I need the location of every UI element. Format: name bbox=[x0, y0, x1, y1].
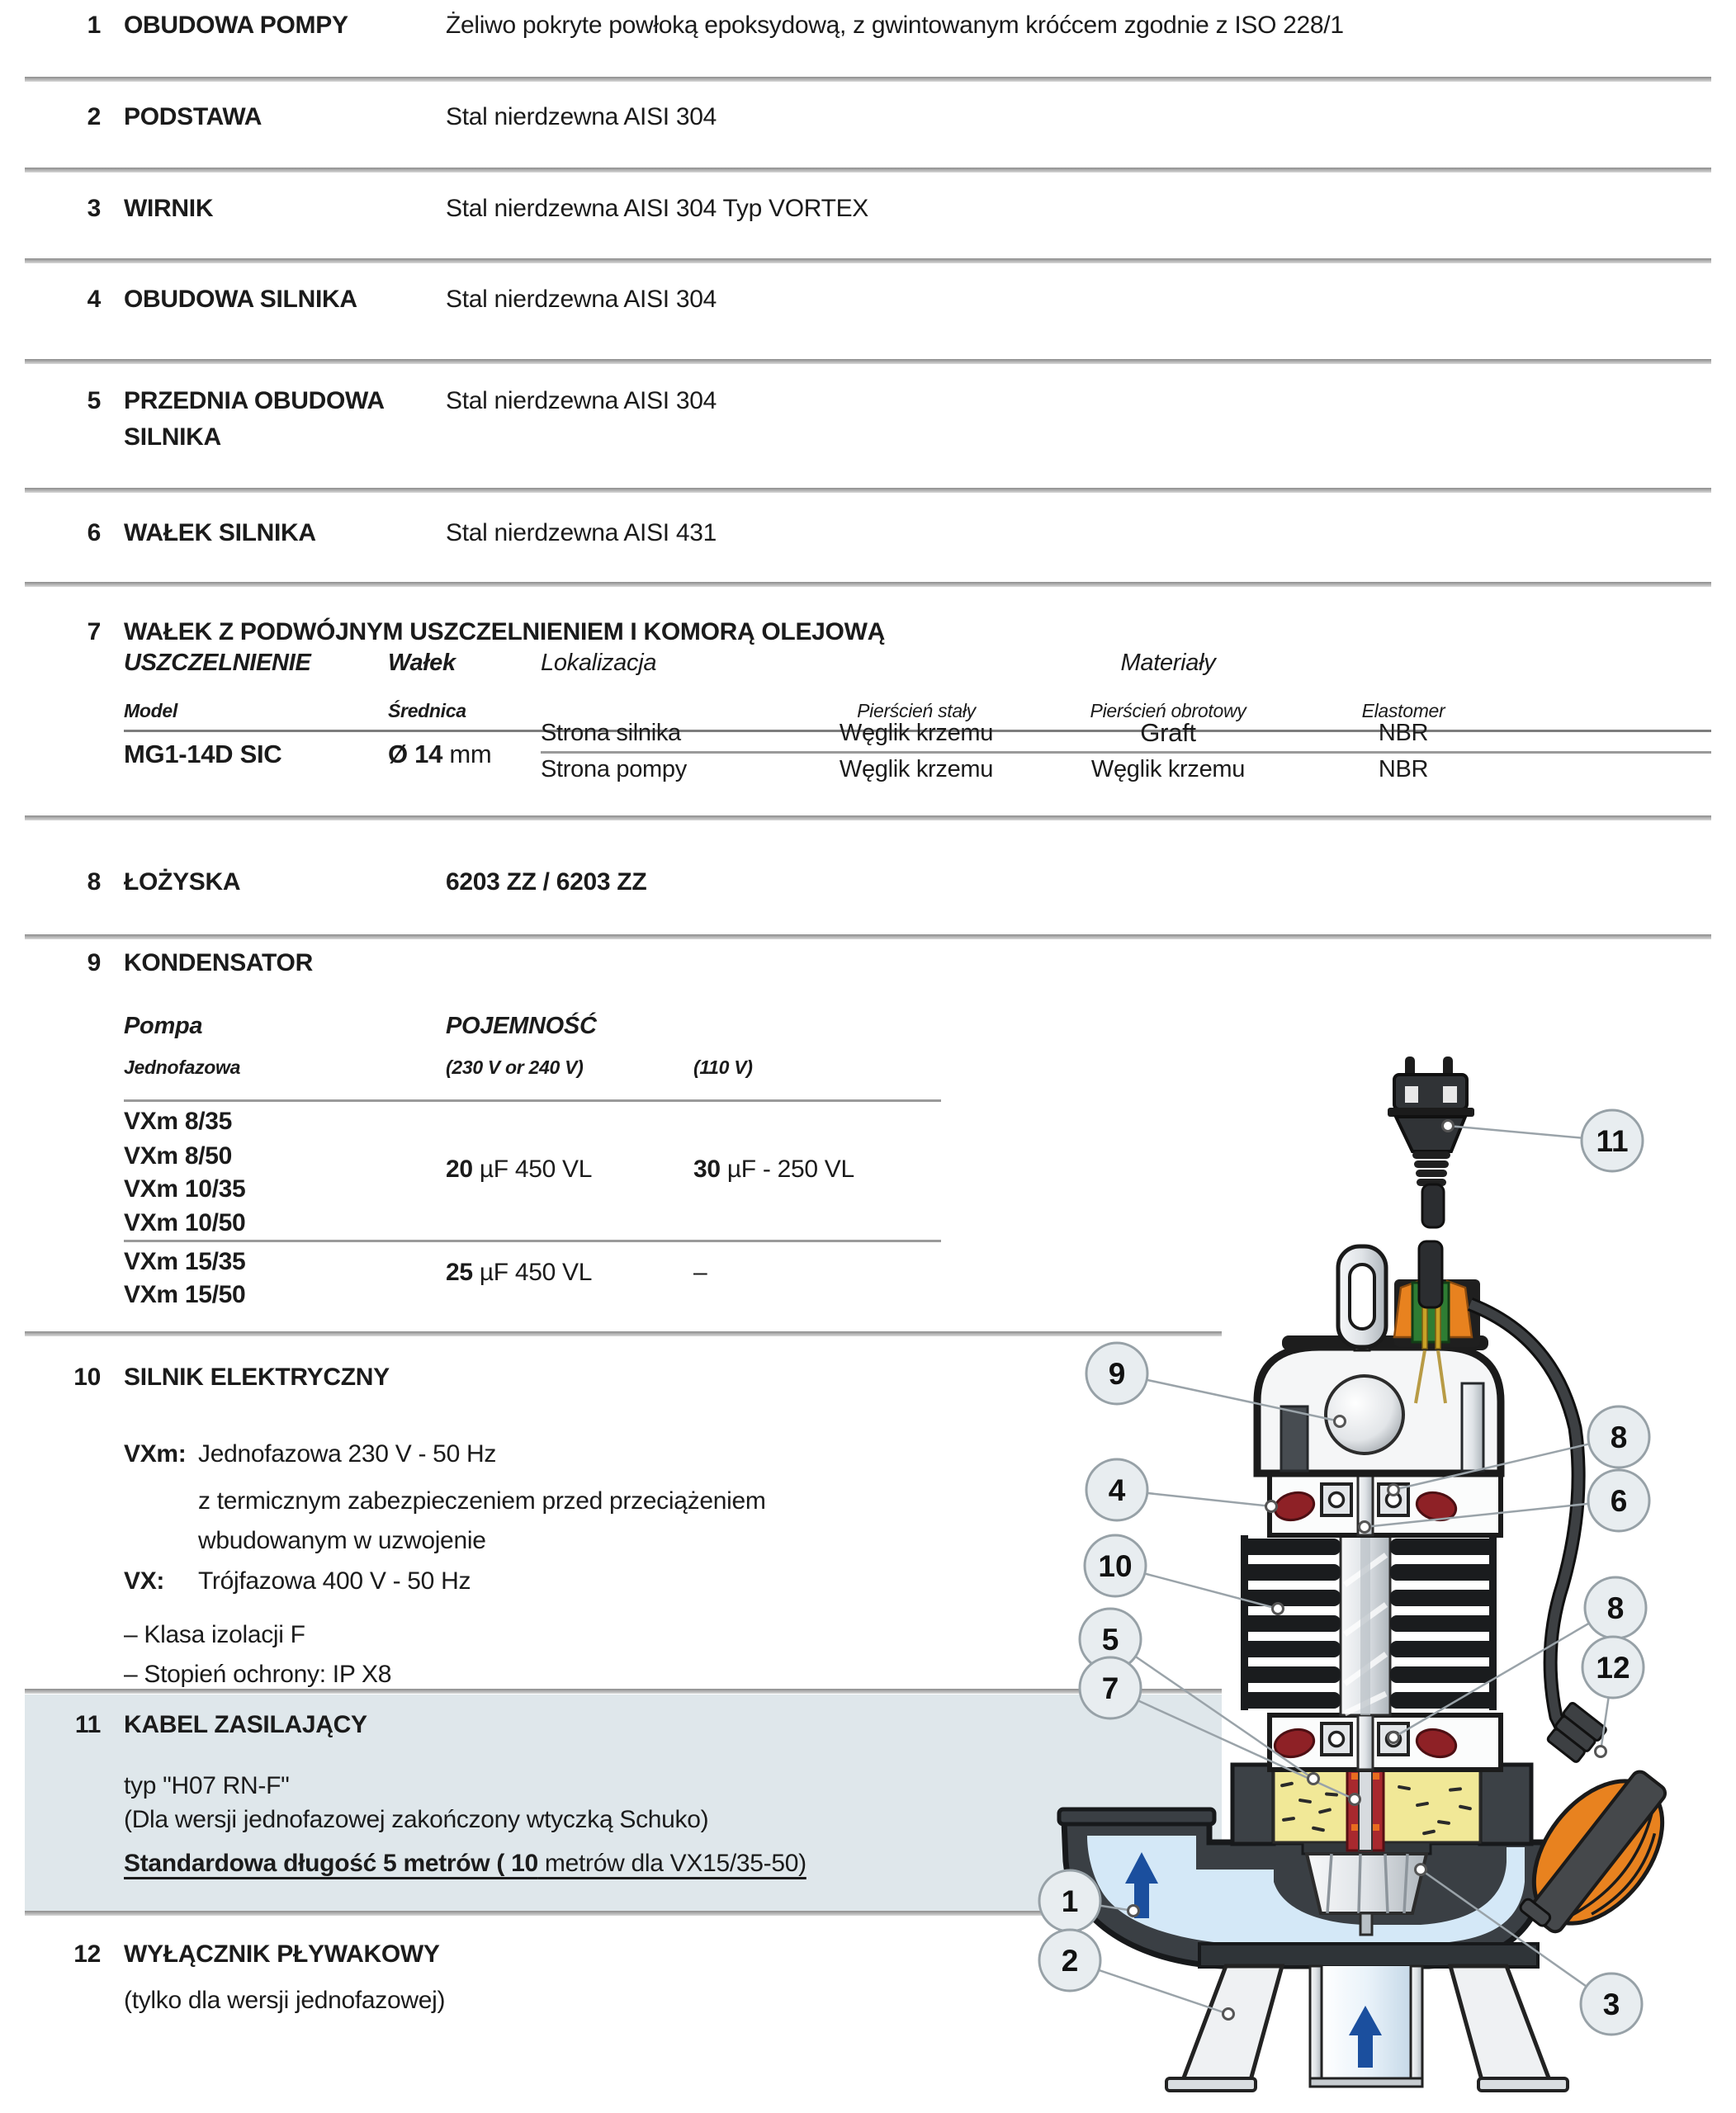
row-number: 2 bbox=[87, 103, 101, 130]
seal-location: Strona pompy bbox=[541, 756, 687, 782]
callout-12 bbox=[1582, 1637, 1644, 1698]
pump-model: VXm 8/35 bbox=[124, 1108, 233, 1135]
callout-8-lower bbox=[1585, 1577, 1646, 1638]
capacity-110-value bbox=[693, 1259, 707, 1287]
callout-1 bbox=[1039, 1870, 1100, 1931]
location-col-header: Lokalizacja bbox=[541, 650, 657, 676]
svg-text:10: 10 bbox=[1098, 1549, 1133, 1583]
capacity-col-header: POJEMNOŚĆ bbox=[446, 1013, 597, 1039]
voltage-110-subheader: (110 V) bbox=[693, 1056, 753, 1078]
volute-bottom-plate bbox=[1199, 1944, 1538, 1967]
shaft bbox=[1358, 1715, 1373, 1770]
capacity-230-value bbox=[446, 1259, 592, 1287]
svg-text:9: 9 bbox=[1108, 1357, 1126, 1391]
stator-pack bbox=[1281, 1406, 1308, 1471]
svg-text:4: 4 bbox=[1108, 1473, 1126, 1507]
seal-location: Strona silnika bbox=[541, 720, 681, 746]
callout-4 bbox=[1086, 1459, 1147, 1520]
row-number: 10 bbox=[73, 1364, 101, 1391]
table-rule bbox=[541, 751, 1711, 754]
divider bbox=[25, 359, 1711, 364]
seal-col-header: USZCZELNIENIE bbox=[124, 650, 311, 676]
cable-type: typ "H07 RN-F" bbox=[124, 1772, 290, 1799]
divider bbox=[25, 168, 1711, 173]
discharge-rim bbox=[1059, 1809, 1214, 1824]
svg-text:8: 8 bbox=[1610, 1420, 1628, 1454]
motor-insulation-class: – Klasa izolacji F bbox=[124, 1621, 305, 1648]
seal-section-title: WAŁEK Z PODWÓJNYM USZCZELNIENIEM I KOMORĄ OLEJOWĄ bbox=[124, 618, 885, 645]
plug-neck bbox=[1396, 1117, 1465, 1151]
row-number: 4 bbox=[87, 286, 101, 313]
part-name: WIRNIK bbox=[124, 195, 214, 222]
left-foot bbox=[1166, 2078, 1256, 2091]
part-name-line2: SILNIKA bbox=[124, 423, 221, 451]
single-phase-subheader: Jednofazowa bbox=[124, 1056, 241, 1078]
motor-vx-label: VX: bbox=[124, 1567, 165, 1595]
row-number: 7 bbox=[87, 618, 101, 645]
part-name: SILNIK ELEKTRYCZNY bbox=[124, 1364, 390, 1391]
part-material: Stal nierdzewna AISI 304 bbox=[446, 387, 717, 414]
part-name: KONDENSATOR bbox=[124, 949, 313, 976]
left-leg bbox=[1183, 1966, 1282, 2080]
divider bbox=[25, 582, 1711, 587]
callout-7 bbox=[1080, 1657, 1141, 1718]
seal-rotating: Węglik krzemu bbox=[1090, 756, 1246, 782]
motor-vx-spec: Trójfazowa 400 V - 50 Hz bbox=[198, 1567, 471, 1595]
bearing-ball bbox=[1330, 1493, 1344, 1507]
motor-vxm-spec3: wbudowanym w uzwojenie bbox=[198, 1527, 486, 1554]
part-name: WAŁEK SILNIKA bbox=[124, 519, 316, 546]
part-material: Stal nierdzewna AISI 304 bbox=[446, 103, 717, 130]
svg-text:5: 5 bbox=[1101, 1623, 1119, 1657]
cable-length-bold: Standardowa długość 5 metrów ( 10 bbox=[124, 1850, 538, 1877]
capacity-number: 20 bbox=[446, 1156, 473, 1183]
capacity-dash: – bbox=[693, 1259, 707, 1286]
callout-2 bbox=[1039, 1930, 1100, 1991]
elastomer-subheader: Elastomer bbox=[1361, 700, 1445, 721]
part-name: OBUDOWA SILNIKA bbox=[124, 286, 357, 313]
shaft-col-header: Wałek bbox=[388, 650, 456, 676]
part-name-line1: PRZEDNIA OBUDOWA bbox=[124, 387, 385, 414]
model-subheader: Model bbox=[124, 700, 177, 721]
svg-text:11: 11 bbox=[1596, 1124, 1629, 1158]
part-name: OBUDOWA POMPY bbox=[124, 12, 348, 39]
cable-plug-note: (Dla wersji jednofazowej zakończony wtyczką Schuko) bbox=[124, 1806, 709, 1833]
right-foot bbox=[1478, 2078, 1568, 2091]
seal-stationary: Węglik krzemu bbox=[839, 756, 994, 782]
capacity-number: 30 bbox=[693, 1156, 721, 1183]
seal-stationary: Węglik krzemu bbox=[839, 720, 994, 746]
part-name: PODSTAWA bbox=[124, 103, 263, 130]
seal-elastomer: NBR bbox=[1378, 756, 1429, 782]
right-leg bbox=[1450, 1966, 1549, 2080]
stationary-ring-subheader: Pierścień stały bbox=[857, 700, 976, 721]
callout-6 bbox=[1588, 1470, 1649, 1531]
row-number: 6 bbox=[87, 519, 101, 546]
capacity-unit: µF 450 VL bbox=[472, 1259, 593, 1286]
part-material: Stal nierdzewna AISI 304 Typ VORTEX bbox=[446, 195, 869, 222]
pump-col-header: Pompa bbox=[124, 1013, 203, 1039]
carry-handle bbox=[1338, 1246, 1386, 1350]
row-number: 1 bbox=[87, 12, 101, 39]
part-name: WYŁĄCZNIK PŁYWAKOWY bbox=[124, 1940, 440, 1968]
callout-9 bbox=[1086, 1343, 1147, 1404]
cable-length-note bbox=[124, 1850, 807, 1878]
svg-text:1: 1 bbox=[1061, 1884, 1079, 1918]
svg-text:7: 7 bbox=[1101, 1671, 1119, 1705]
pump-model: VXm 10/35 bbox=[124, 1175, 246, 1203]
pump-model: VXm 15/35 bbox=[124, 1248, 246, 1275]
part-material: Stal nierdzewna AISI 431 bbox=[446, 519, 717, 546]
divider bbox=[25, 934, 1711, 939]
divider bbox=[25, 815, 1711, 820]
motor-protection-degree: – Stopień ochrony: IP X8 bbox=[124, 1661, 392, 1688]
row-number: 3 bbox=[87, 195, 101, 222]
divider bbox=[25, 488, 1711, 493]
terminal-pin bbox=[1422, 1304, 1427, 1349]
capacity-unit: µF 450 VL bbox=[472, 1156, 593, 1183]
row-number: 12 bbox=[73, 1940, 101, 1968]
part-name: ŁOŻYSKA bbox=[124, 868, 241, 896]
capacitor-ball bbox=[1326, 1376, 1403, 1454]
motor-vxm-spec2: z termicznym zabezpieczeniem przed przeciążeniem bbox=[198, 1487, 766, 1515]
svg-text:3: 3 bbox=[1602, 1988, 1620, 2021]
diameter-bold: Ø 14 bbox=[388, 740, 443, 768]
motor-stator-fins bbox=[1241, 1535, 1497, 1715]
pump-model: VXm 10/50 bbox=[124, 1209, 246, 1236]
power-plug bbox=[1388, 1056, 1474, 1307]
cable-upper bbox=[1422, 1184, 1444, 1227]
pump-model: VXm 8/50 bbox=[124, 1142, 233, 1170]
base-legs bbox=[1166, 1966, 1568, 2091]
inlet-arrow-shaft bbox=[1358, 2035, 1373, 2068]
diameter-unit: mm bbox=[442, 740, 492, 768]
capacity-number: 25 bbox=[446, 1259, 473, 1286]
terminal-column bbox=[1462, 1383, 1483, 1471]
table-rule bbox=[124, 1099, 941, 1102]
callout-11 bbox=[1582, 1110, 1643, 1171]
part-material: Żeliwo pokryte powłoką epoksydową, z gwintowanym króćcem zgodnie z ISO 228/1 bbox=[446, 12, 1344, 39]
rotating-ring-subheader: Pierścień obrotowy bbox=[1090, 700, 1246, 721]
bearing-ball bbox=[1330, 1732, 1344, 1747]
motor-housing bbox=[1257, 1335, 1501, 1473]
seal-model-value: MG1-14D SIC bbox=[124, 740, 282, 768]
seal-elastomer: NBR bbox=[1378, 720, 1429, 746]
inlet-wall bbox=[1411, 1966, 1422, 2083]
callout-3 bbox=[1581, 1974, 1642, 2035]
svg-text:12: 12 bbox=[1596, 1651, 1630, 1685]
svg-text:8: 8 bbox=[1606, 1591, 1625, 1625]
voltage-230-subheader: (230 V or 240 V) bbox=[446, 1056, 584, 1078]
row-number: 11 bbox=[74, 1711, 101, 1738]
motor-vxm-spec: Jednofazowa 230 V - 50 Hz bbox=[198, 1440, 497, 1468]
seal-diameter-value bbox=[388, 740, 491, 769]
callout-10 bbox=[1085, 1535, 1146, 1596]
pump-model: VXm 15/50 bbox=[124, 1281, 246, 1308]
bearings-value: 6203 ZZ / 6203 ZZ bbox=[446, 868, 647, 896]
part-name: KABEL ZASILAJĄCY bbox=[124, 1711, 367, 1738]
terminal-pin bbox=[1436, 1304, 1440, 1349]
capacity-110-value bbox=[693, 1156, 854, 1184]
table-rule bbox=[124, 1240, 941, 1242]
callout-8-upper bbox=[1588, 1406, 1649, 1468]
materials-col-header: Materiały bbox=[1120, 650, 1216, 676]
svg-text:6: 6 bbox=[1610, 1484, 1628, 1518]
svg-text:2: 2 bbox=[1061, 1944, 1079, 1978]
float-note: (tylko dla wersji jednofazowej) bbox=[124, 1987, 446, 2014]
row-number: 8 bbox=[87, 868, 101, 896]
divider bbox=[25, 258, 1711, 263]
row-number: 5 bbox=[87, 387, 101, 414]
capacity-230-value bbox=[446, 1156, 592, 1184]
inlet-rim bbox=[1310, 2078, 1422, 2087]
pump-cutaway-diagram bbox=[1034, 1056, 1736, 2113]
divider bbox=[25, 77, 1711, 82]
motor-vxm-label: VXm: bbox=[124, 1440, 187, 1468]
inlet-wall bbox=[1310, 1966, 1322, 2083]
lower-bearing-band bbox=[1270, 1715, 1501, 1770]
cable-length-rest: metrów dla VX15/35-50) bbox=[537, 1850, 807, 1877]
upper-bearing-band bbox=[1270, 1473, 1501, 1535]
diameter-subheader: Średnica bbox=[388, 700, 466, 721]
row-number: 9 bbox=[87, 949, 101, 976]
capacity-unit: µF - 250 VL bbox=[720, 1156, 854, 1183]
cable-lower bbox=[1419, 1241, 1442, 1307]
strain-relief bbox=[1412, 1151, 1450, 1186]
seal-rotating: Graft bbox=[1140, 718, 1196, 747]
part-material: Stal nierdzewna AISI 304 bbox=[446, 286, 717, 313]
